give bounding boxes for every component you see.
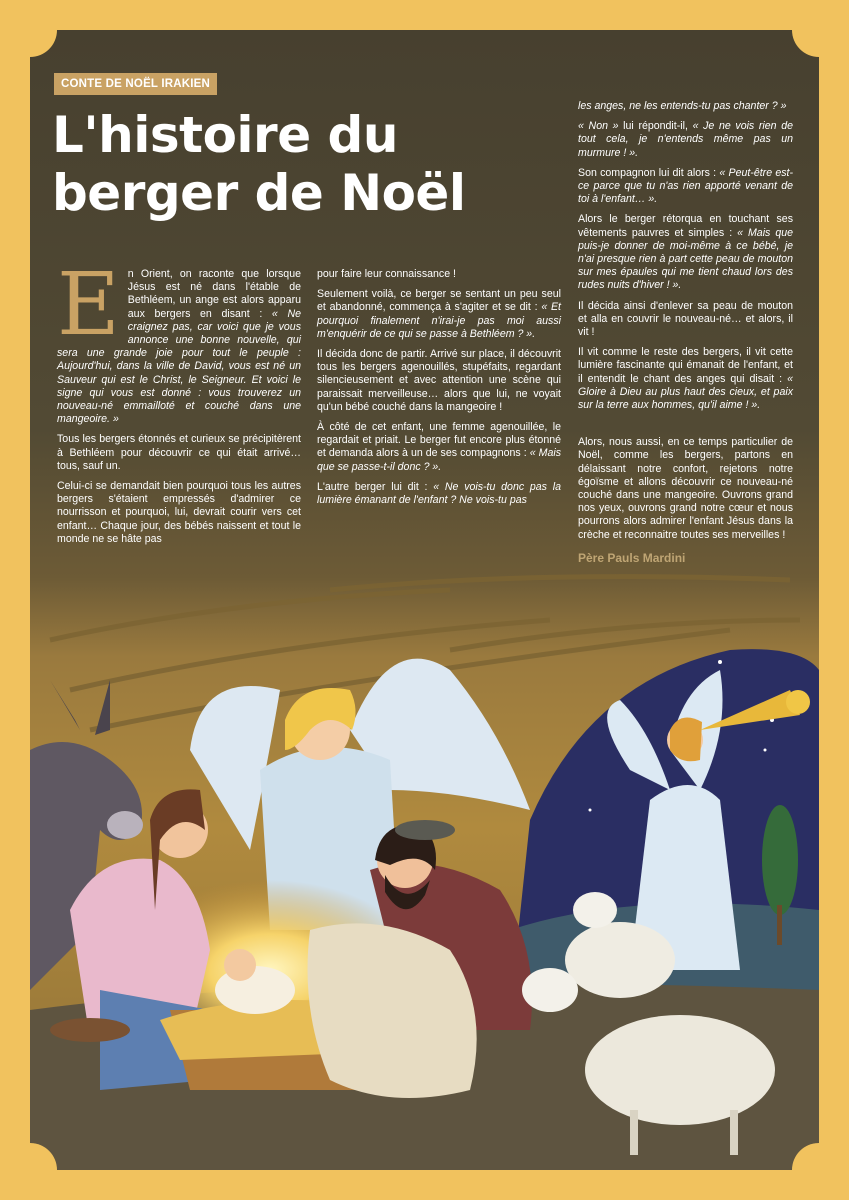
paragraph-text: Seulement voilà, ce berger se sentant un peu seul et abandonné, commença à s'agiter et se dit : <box>317 288 561 314</box>
paragraph <box>578 213 793 292</box>
quote: « Mais que se passe-t-il donc ? ». <box>317 447 561 473</box>
paragraph-text: À côté de cet enfant, une femme agenouillée, le regardait et priait. Le berger fut encore plus étonné et demanda alors à un de ses compagnons : <box>317 421 561 460</box>
quote: « Peut-être est-ce parce que tu n'as rien apporté venant de toi à l'enfant… ». <box>578 166 793 206</box>
paragraph-text: Son compagnon lui dit alors : <box>578 166 720 179</box>
quote: « Non » <box>578 120 619 133</box>
article-column-3 <box>578 100 793 565</box>
author-signature: Père Pauls Mardini <box>578 550 686 565</box>
paragraph: Alors, nous aussi, en ce temps particulier de Noël, comme les bergers, partons en délaissant notre confort, rejetons notre égoïsme et allons découvrir ce nouveau-né couché dans une mangeoire. Ouvrons grand nos yeux, ouvrons grand notre cœur et nous pourrons alors admirer l'enfant Jésus dans la crèche et reconnaitre toutes ses merveilles ! <box>578 436 793 541</box>
article-panel <box>30 30 819 1170</box>
article-column-1 <box>57 255 301 553</box>
paragraph <box>317 421 561 474</box>
paragraph <box>578 120 793 160</box>
article-column-2 <box>317 268 561 514</box>
paragraph-text: lui répondit-il, <box>618 120 693 133</box>
paragraph <box>57 255 301 426</box>
quote: « Et pourquoi finalement n'irai-je pas moi aussi m'enquérir de ce qui se passe à Bethléem ? ». <box>317 301 561 340</box>
paragraph: Tous les bergers étonnés et curieux se précipitèrent à Bethléem pour découvrir ce qui était arrivé… tous, sauf un. <box>57 433 301 472</box>
paragraph: Il décida donc de partir. Arrivé sur place, il découvrit tous les bergers agenouillés, stupéfaits, regardant silencieusement et avec attention une scène qui paraissait merveilleuse… alors que lui, ne voyait qu'un bébé couché dans la mangeoire ! <box>317 348 561 413</box>
angel-quote: « Ne craignez pas, car voici que je vous annonce une bonne nouvelle, qui sera une grande joie pour tout le peuple : Aujourd'hui, dans la ville de David, vous est né un Sauveur qui est le Christ, le Seigneur. Et voici le signe qui vous est donné : vous trouverez un nouveau-né emmailloté et couché dans une mangeoire. » <box>57 307 301 426</box>
paragraph: Il décida ainsi d'enlever sa peau de mouton et alla en couvrir le nouveau-né… et alors, il vit ! <box>578 299 793 339</box>
paragraph-text: L'autre berger lui dit : <box>317 480 434 493</box>
category-tag: CONTE DE NOËL IRAKIEN <box>54 73 217 95</box>
quote: « Je ne vois rien de tout cela, je n'entends même pas un murmure ! ». <box>578 120 793 159</box>
title-line-1: L'histoire du <box>52 106 398 164</box>
paragraph-text: Il vit comme le reste des bergers, il vit cette lumière fascinante qui émanait de l'enfant, et il entendit le chant des anges qui disait : <box>578 346 793 385</box>
paragraph <box>578 167 793 207</box>
quote: « Ne vois-tu donc pas la lumière émanant de l'enfant ? Ne vois-tu pas <box>317 480 561 507</box>
quote: « Gloire à Dieu au plus haut des cieux, et paix sur la terre aux hommes, qu'il aime ! ». <box>578 372 793 412</box>
paragraph <box>317 481 561 507</box>
paragraph <box>317 288 561 341</box>
paragraph <box>578 346 793 412</box>
paragraph: pour faire leur connaissance ! <box>317 268 456 280</box>
paragraph: Celui-ci se demandait bien pourquoi tous les autres bergers s'étaient empressés d'admirer ce nourrisson et pourquoi, lui, devrait courir vers cet enfant… Chaque jour, des bébés naissent et tout le monde ne se hâte pas <box>57 480 301 545</box>
paragraph-text: Alors le berger rétorqua en touchant ses vêtements pauvres et simples : <box>578 213 793 239</box>
drop-cap: E <box>57 255 120 355</box>
quote: « Mais que puis-je donner de moi-même à ce bébé, je n'ai presque rien à part cette peau de mouton sur mes épaules qui me tient chaud lors des rudes nuits d'hiver ! ». <box>578 226 793 292</box>
cypress-tree <box>762 805 798 915</box>
page-title <box>52 106 572 222</box>
paragraph: les anges, ne les entends-tu pas chanter ? » <box>578 100 787 112</box>
title-line-2: berger de Noël <box>52 164 466 222</box>
paragraph-text: n Orient, on raconte que lorsque Jésus est né dans l'étable de Bethléem, un ange est alors apparu aux bergers en disant : <box>127 268 301 320</box>
